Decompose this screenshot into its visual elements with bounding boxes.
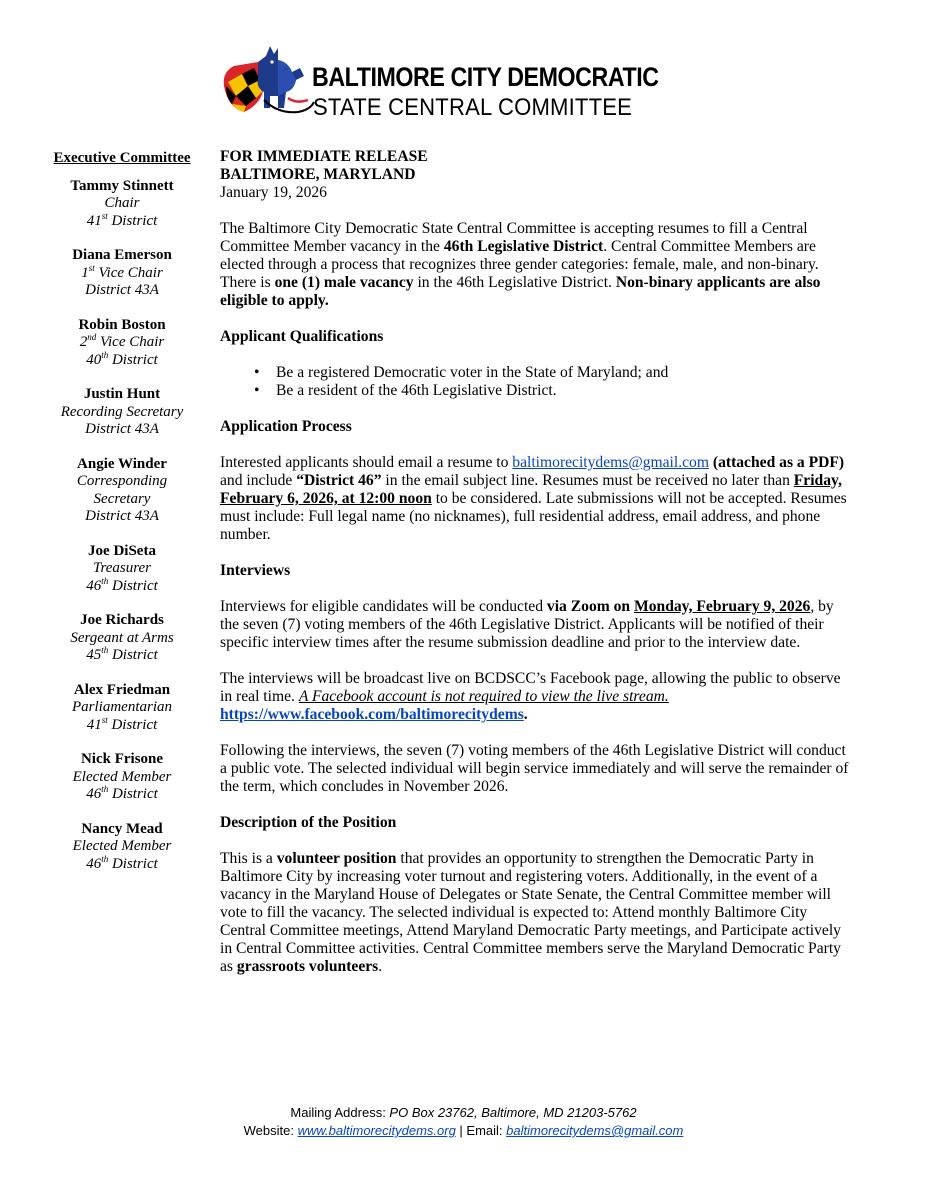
website-link[interactable]: www.baltimorecitydems.org: [297, 1123, 456, 1138]
org-name-line1: BALTIMORE CITY DEMOCRATIC: [312, 62, 659, 92]
member-name: Nancy Mead: [81, 820, 163, 837]
member-district: 46th District: [86, 575, 158, 594]
member-role: Treasurer: [92, 560, 152, 576]
member-district: 41st District: [86, 210, 158, 229]
member-name: Angie Winder: [77, 455, 167, 472]
facebook-link[interactable]: https://www.facebook.com/baltimorecitydems: [220, 706, 524, 723]
position-paragraph: This is a volunteer position that provides an opportunity to strengthen the Democratic Party in Baltimore City by increasing voter turnout and registering voters. Additionally, in the event of a vacancy in the Maryland House of Delegates or State Senate, the Central Committee member will vote to fill the vacancy. The selected individual is expected to: Attend monthly Baltimore City Central Committee meetings, Attend Maryland Democratic Party meetings, and Participate actively in Central Committee activities. Central Committee members serve the Maryland Democratic Party as grassroots volunteers.: [220, 850, 841, 975]
member-nick-frisone: [44, 751, 200, 804]
member-role: 2nd Vice Chair: [79, 332, 165, 350]
member-name: Alex Friedman: [73, 681, 171, 698]
member-district: 46th District: [86, 853, 158, 872]
list-item: • Be a registered Democratic voter in the State of Maryland; and: [254, 364, 669, 381]
member-district: 41st District: [86, 714, 158, 733]
member-name: Robin Boston: [78, 316, 166, 333]
deadline: Friday, February 6, 2026, at 12:00 noon: [220, 472, 842, 507]
release-location: BALTIMORE, MARYLAND: [220, 166, 416, 183]
member-role: Elected Member: [72, 768, 172, 785]
press-release-body: [220, 148, 856, 994]
member-robin-boston: [44, 317, 200, 370]
member-role: 1st Vice Chair: [81, 262, 163, 281]
member-role: Parliamentarian: [72, 699, 172, 715]
member-nancy-mead: [44, 821, 200, 874]
member-joe-diseta: [44, 543, 200, 596]
member-name: Joe DiSeta: [88, 542, 156, 559]
interviews-paragraph-2: The interviews will be broadcast live on BCDSCC’s Facebook page, allowing the public to observe in real time. A Facebook account is not required to view the live stream. https://www.facebook.com/baltimorecitydems.: [220, 670, 841, 723]
member-name: Joe Richards: [80, 612, 164, 628]
member-role: Chair: [104, 195, 140, 211]
member-name: Diana Emerson: [72, 247, 172, 263]
member-role: Corresponding: [76, 473, 168, 489]
qualifications-heading: Applicant Qualifications: [220, 328, 384, 345]
footer: [0, 1104, 927, 1140]
email-link[interactable]: baltimorecitydems@gmail.com: [512, 454, 709, 471]
release-label: FOR IMMEDIATE RELEASE: [220, 148, 428, 165]
interviews-paragraph-1: Interviews for eligible candidates will be conducted via Zoom on Monday, February 9, 2026, by the seven (7) voting members of the 46th Legislative District. Applicants will be notified of their specific interview times after the resume submission deadline and prior to the interview date.: [220, 598, 834, 651]
application-heading: Application Process: [220, 418, 352, 435]
member-district: 45th District: [86, 645, 158, 663]
org-name-line2: STATE CENTRAL COMMITTEE: [313, 94, 633, 121]
list-item: • Be a resident of the 46th Legislative District.: [254, 382, 557, 399]
footer-email-link[interactable]: baltimorecitydems@gmail.com: [506, 1123, 684, 1138]
member-name: Tammy Stinnett: [70, 177, 174, 194]
intro-paragraph: The Baltimore City Democratic State Central Committee is accepting resumes to fill a Central Committee Member vacancy in the 46th Legislative District. Central Committee Members are elected through a process that recognizes three gender categories: female, male, and non-binary. There is one (1) male vacancy in the 46th Legislative District. Non-binary applicants are also eligible to apply.: [220, 220, 821, 309]
member-justin-hunt: [44, 386, 200, 439]
letterhead: [218, 38, 688, 130]
interviews-paragraph-3: Following the interviews, the seven (7) voting members of the 46th Legislative District will conduct a public vote. The selected individual will begin service immediately and will serve the remainder of the term, which concludes in November 2026.: [220, 742, 849, 795]
member-alex-friedman: [44, 682, 200, 735]
footer-contact: Website: www.baltimorecitydems.org | Email: baltimorecitydems@gmail.com: [243, 1123, 684, 1138]
member-district: 40th District: [86, 349, 158, 368]
release-date: January 19, 2026: [220, 184, 327, 201]
member-name: Justin Hunt: [83, 386, 161, 402]
member-tammy-stinnett: [44, 178, 200, 231]
executive-committee-title: Executive Committee: [53, 150, 191, 166]
application-paragraph: Interested applicants should email a resume to baltimorecitydems@gmail.com (attached as a PDF) and include “District 46” in the email subject line. Resumes must be received no later than Friday, February 6, 2026, at 12:00 noon to be considered. Late submissions will not be accepted. Resumes must include: Full legal name (no nicknames), full residential address, email address, and phone number.: [220, 454, 847, 543]
member-role: Elected Member: [72, 838, 172, 854]
member-district: District 43A: [85, 508, 159, 524]
member-diana-emerson: [44, 247, 200, 300]
member-role: Secretary: [93, 490, 151, 507]
member-name: Nick Frisone: [80, 751, 164, 767]
member-joe-richards: [44, 612, 200, 665]
position-heading: Description of the Position: [220, 814, 397, 831]
member-role: Recording Secretary: [60, 403, 184, 420]
member-role: Sergeant at Arms: [70, 629, 174, 646]
executive-committee-sidebar: [44, 150, 200, 890]
interviews-heading: Interviews: [220, 562, 291, 579]
donkey-maryland-flag-logo: [218, 42, 318, 124]
bullet-icon: •: [254, 382, 260, 399]
member-district: 46th District: [86, 784, 158, 802]
mailing-address: Mailing Address: PO Box 23762, Baltimore, MD 21203-5762: [290, 1105, 637, 1120]
member-district: District 43A: [85, 282, 159, 298]
member-district: District 43A: [85, 421, 159, 437]
interview-date: Monday, February 9, 2026: [634, 598, 811, 615]
member-angie-winder: [44, 456, 200, 526]
qualifications-list: [220, 364, 856, 400]
bullet-icon: •: [254, 364, 260, 381]
